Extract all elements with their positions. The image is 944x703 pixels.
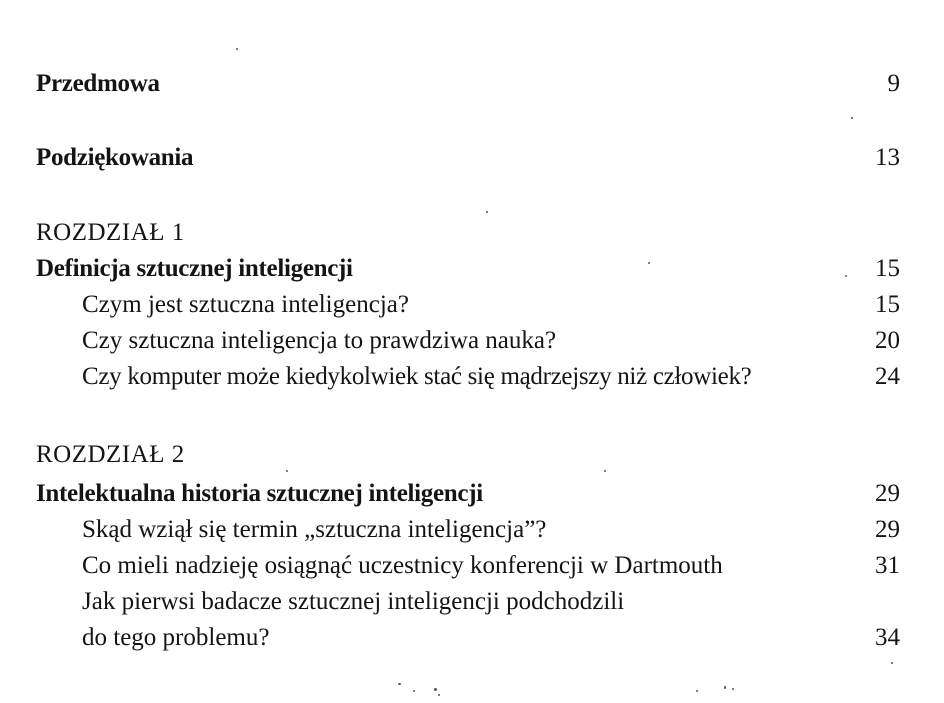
toc-entry-page-number: 9 <box>887 70 900 97</box>
toc-entry-page-number: 20 <box>875 327 900 354</box>
toc-entry-section[interactable] <box>0 287 944 323</box>
toc-entry-acknowledgements[interactable] <box>0 140 944 176</box>
toc-entry-preface[interactable] <box>0 66 944 102</box>
toc-entry-page-number: 29 <box>875 480 900 507</box>
toc-entry-section[interactable] <box>0 359 944 395</box>
section-title: Czy sztuczna inteligencja to prawdziwa nauka? <box>82 327 557 354</box>
section-title: Co mieli nadzieję osiągnąć uczestnicy konferencji w Dartmouth <box>82 552 723 579</box>
toc-entry-page-number: 29 <box>875 516 900 543</box>
chapter-title: Definicja sztucznej inteligencji <box>36 255 353 282</box>
section-title: Czy komputer może kiedykolwiek stać się mądrzejszy niż człowiek? <box>82 363 752 390</box>
chapter-title: Intelektualna historia sztucznej inteligencji <box>36 480 483 507</box>
chapter-2-label-row <box>0 437 944 473</box>
section-title-line-2: do tego problemu? <box>82 624 270 651</box>
chapter-1-label-row <box>0 215 944 251</box>
toc-entry-page-number: 15 <box>875 291 900 318</box>
toc-entry-section[interactable] <box>0 512 944 548</box>
toc-entry-page-number: 31 <box>875 552 900 579</box>
toc-entry-title: Przedmowa <box>36 70 160 97</box>
section-title: Czym jest sztuczna inteligencja? <box>82 291 409 318</box>
toc-entry-section[interactable] <box>0 323 944 359</box>
toc-entry-chapter-1[interactable] <box>0 251 944 287</box>
chapter-label: ROZDZIAŁ 1 <box>36 219 185 246</box>
toc-entry-page-number: 15 <box>875 255 900 282</box>
toc-entry-section[interactable] <box>0 548 944 584</box>
toc-entry-section[interactable] <box>0 584 944 620</box>
toc-entry-page-number: 34 <box>875 624 900 651</box>
toc-entry-chapter-2[interactable] <box>0 476 944 512</box>
section-title-line-1: Jak pierwsi badacze sztucznej inteligencji podchodzili <box>82 588 625 615</box>
toc-entry-page-number: 24 <box>875 363 900 390</box>
toc-entry-page-number: 13 <box>875 144 900 171</box>
toc-entry-title: Podziękowania <box>36 144 194 171</box>
toc-entry-section[interactable] <box>0 620 944 656</box>
section-title: Skąd wziął się termin „sztuczna inteligencja”? <box>82 516 547 543</box>
chapter-label: ROZDZIAŁ 2 <box>36 441 185 468</box>
